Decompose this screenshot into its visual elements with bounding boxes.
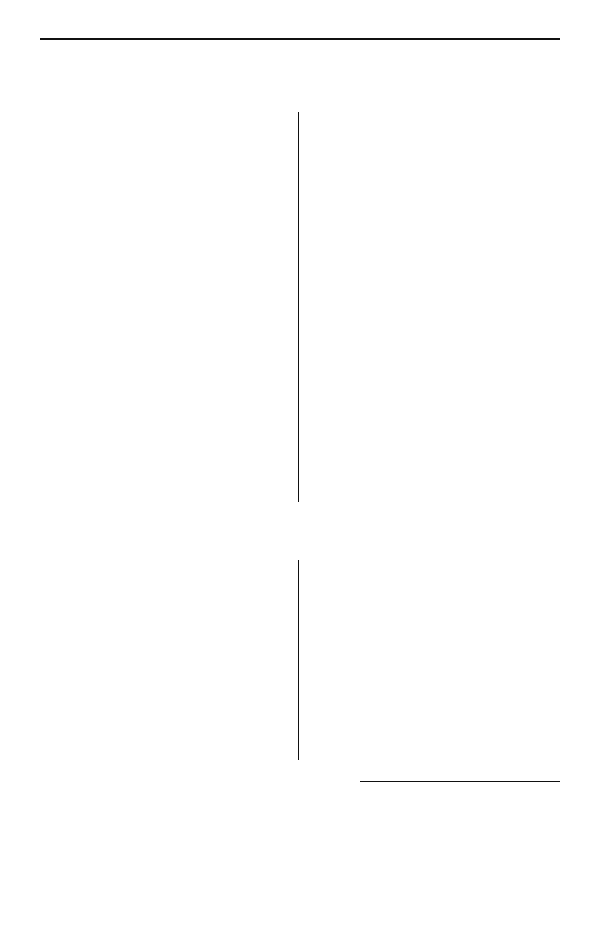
header-rule bbox=[40, 38, 560, 40]
column-divider-2 bbox=[298, 560, 299, 760]
footnote-rule bbox=[360, 781, 560, 782]
page-header bbox=[40, 14, 560, 38]
column-divider-1 bbox=[298, 112, 299, 502]
